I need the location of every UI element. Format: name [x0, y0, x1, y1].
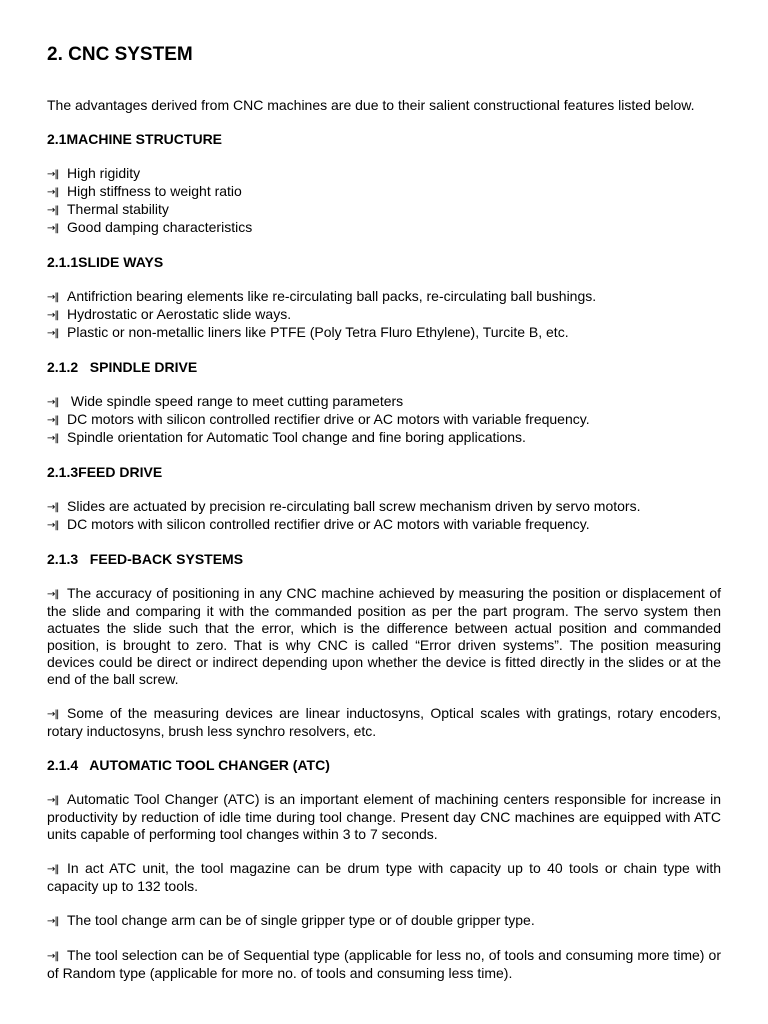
bullet-arrow-icon: →‖ — [47, 433, 59, 444]
section-heading-slide-ways: 2.1.1SLIDE WAYS — [47, 254, 164, 270]
bullet-arrow-icon: →‖ — [47, 328, 59, 339]
atc-paragraph: →‖ The tool change arm can be of single gripper type or of double gripper type. — [47, 912, 535, 928]
document-page — [47, 42, 721, 982]
atc-paragraph: →‖ The tool selection can be of Sequential type (applicable for less no, of tools and consuming more time) or of Random type (applicable for more no. of tools and consuming less time). — [47, 947, 721, 981]
section-heading-atc: 2.1.4 AUTOMATIC TOOL CHANGER (ATC) — [47, 757, 330, 773]
bullet-arrow-icon: →‖ — [47, 520, 59, 531]
bullet-arrow-icon: →‖ — [47, 864, 59, 875]
bullet-arrow-icon: →‖ — [47, 415, 59, 426]
machine-structure-list — [47, 165, 721, 237]
slide-ways-list — [47, 288, 721, 342]
list-item: →‖ High stiffness to weight ratio — [47, 183, 242, 199]
bullet-arrow-icon: →‖ — [47, 187, 59, 198]
bullet-arrow-icon: →‖ — [47, 169, 59, 180]
bullet-arrow-icon: →‖ — [47, 795, 59, 806]
bullet-arrow-icon: →‖ — [47, 951, 59, 962]
list-item: →‖ Wide spindle speed range to meet cutting parameters — [47, 393, 404, 409]
bullet-arrow-icon: →‖ — [47, 916, 59, 927]
section-heading-feedback-systems: 2.1.3 FEED-BACK SYSTEMS — [47, 551, 244, 567]
bullet-arrow-icon: →‖ — [47, 292, 59, 303]
atc-paragraph: →‖ In act ATC unit, the tool magazine can be drum type with capacity up to 40 tools or chain type with capacity up to 132 tools. — [47, 860, 721, 894]
list-item: →‖ Good damping characteristics — [47, 219, 253, 235]
atc-paragraph: →‖ Automatic Tool Changer (ATC) is an important element of machining centers responsible for increase in productivity by reduction of idle time during tool change. Present day CNC machines are equipped with ATC units capable of performing tool changes within 3 to 7 seconds. — [47, 791, 721, 842]
bullet-arrow-icon: →‖ — [47, 709, 59, 720]
feedback-paragraph: →‖ Some of the measuring devices are linear inductosyns, Optical scales with gratings, rotary encoders, rotary inductosyns, brush less synchro resolvers, etc. — [47, 705, 721, 739]
spindle-drive-list — [47, 393, 721, 447]
list-item: →‖ Antifriction bearing elements like re-circulating ball packs, re-circulating ball bushings. — [47, 288, 597, 304]
list-item: →‖ Slides are actuated by precision re-circulating ball screw mechanism driven by servo motors. — [47, 498, 641, 514]
section-heading-feed-drive: 2.1.3FEED DRIVE — [47, 464, 163, 480]
bullet-arrow-icon: →‖ — [47, 310, 59, 321]
list-item: →‖ High rigidity — [47, 165, 141, 181]
bullet-arrow-icon: →‖ — [47, 205, 59, 216]
list-item: →‖ Thermal stability — [47, 201, 169, 217]
list-item: →‖ DC motors with silicon controlled rectifier drive or AC motors with variable frequency. — [47, 411, 590, 427]
list-item: →‖ Plastic or non-metallic liners like PTFE (Poly Tetra Fluro Ethylene), Turcite B, etc. — [47, 324, 569, 340]
intro-paragraph: The advantages derived from CNC machines are due to their salient constructional features listed below. — [47, 97, 695, 113]
page-title: 2. CNC SYSTEM — [47, 44, 193, 65]
bullet-arrow-icon: →‖ — [47, 502, 59, 513]
feedback-paragraph: →‖ The accuracy of positioning in any CNC machine achieved by measuring the position or displacement of the slide and comparing it with the commanded position as per the part program. The servo system then actuates the slide such that the error, which is the difference between actual position and commanded position, is brought to zero. That is why CNC is called “Error driven systems”. The position measuring devices could be direct or indirect depending upon whether the device is fitted directly in the slides or at the end of the ball screw. — [47, 585, 721, 687]
bullet-arrow-icon: →‖ — [47, 223, 59, 234]
bullet-arrow-icon: →‖ — [47, 589, 59, 600]
list-item: →‖ Hydrostatic or Aerostatic slide ways. — [47, 306, 292, 322]
list-item: →‖ DC motors with silicon controlled rectifier drive or AC motors with variable frequency. — [47, 516, 590, 532]
section-heading-spindle-drive: 2.1.2 SPINDLE DRIVE — [47, 359, 198, 375]
section-heading-machine-structure: 2.1MACHINE STRUCTURE — [47, 131, 223, 147]
feed-drive-list — [47, 498, 721, 534]
list-item: →‖ Spindle orientation for Automatic Tool change and fine boring applications. — [47, 429, 526, 445]
bullet-arrow-icon: →‖ — [47, 397, 59, 408]
